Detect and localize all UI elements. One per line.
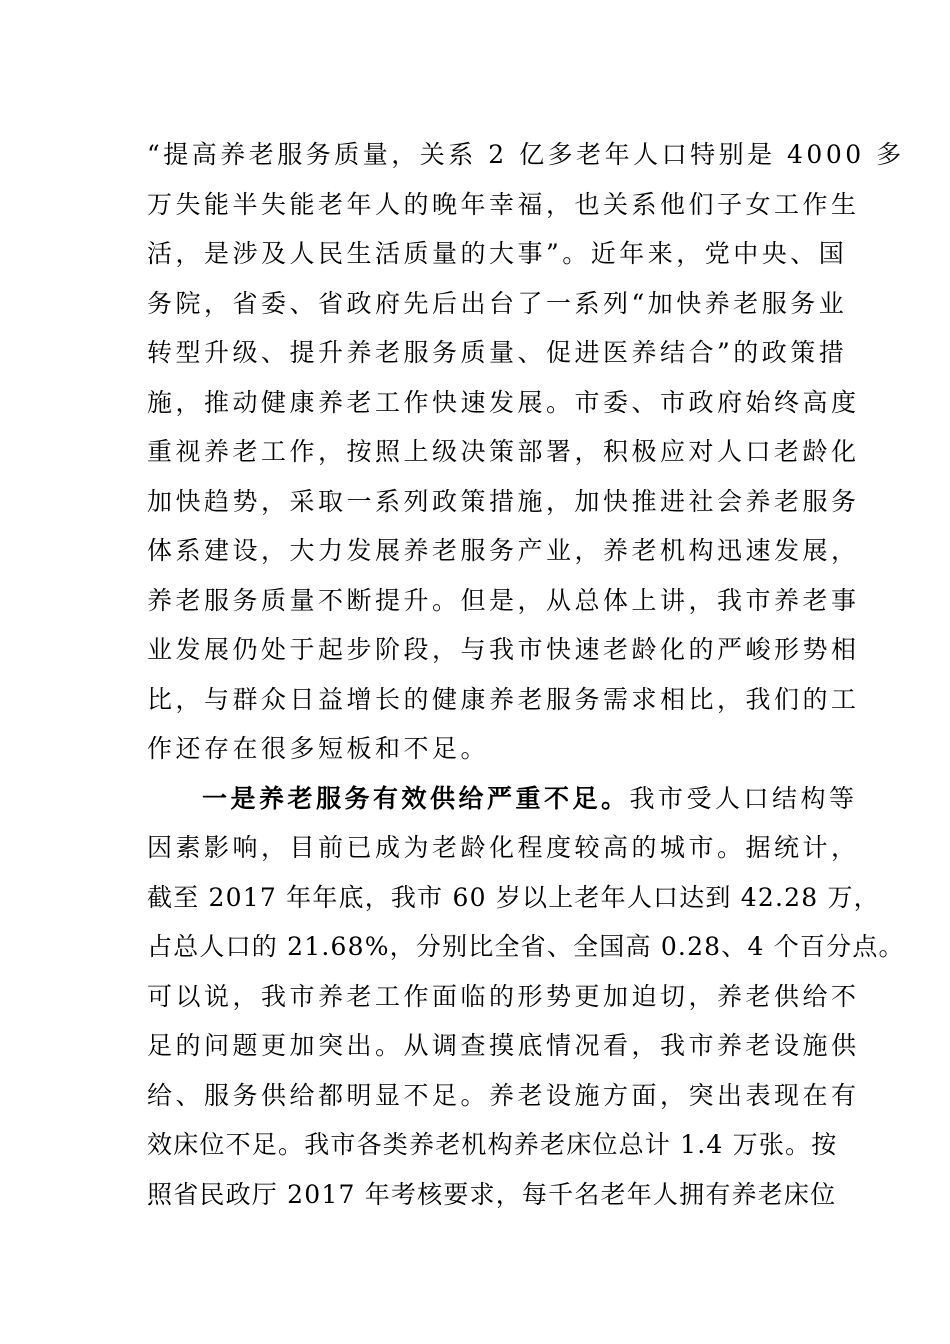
paragraph-1-line-12: 比，与群众日益增长的健康养老服务需求相比，我们的工: [147, 684, 860, 714]
paragraph-2-first-line-rest: 我市受人口结构等: [629, 783, 858, 813]
paragraph-1-line-5: 转型升级、提升养老服务质量、促进医养结合”的政策措: [147, 338, 848, 367]
paragraph-2-line-6: 足的问题更加突出。从调查摸底情况看，我市养老设施供: [147, 1031, 860, 1060]
paragraph-2-line-9: 照省民政厅 2017 年考核要求，每千名老年人拥有养老床位: [147, 1179, 837, 1209]
paragraph-1-line-11: 业发展仍处于起步阶段，与我市快速老龄化的严峻形势相: [147, 635, 860, 664]
paragraph-1-line-8: 加快趋势，采取一系列政策措施，加快推进社会养老服务: [147, 486, 860, 516]
paragraph-2-line-3: 截至 2017 年年底，我市 60 岁以上老年人口达到 42.28 万，: [147, 882, 880, 912]
paragraph-1-line-3: 活，是涉及人民生活质量的大事”。近年来，党中央、国: [147, 239, 848, 268]
paragraph-2-line-1: [147, 774, 858, 824]
paragraph-1-line-2: 万失能半失能老年人的晚年幸福，也关系他们子女工作生: [147, 189, 860, 219]
paragraph-2-line-7: 给、服务供给都明显不足。养老设施方面，突出表现在有: [147, 1080, 860, 1110]
paragraph-1-line-13: 作还存在很多短板和不足。: [147, 734, 490, 763]
paragraph-1-line-7: 重视养老工作，按照上级决策部署，积极应对人口老龄化: [147, 437, 860, 466]
paragraph-1-line-10: 养老服务质量不断提升。但是，从总体上讲，我市养老事: [147, 585, 860, 615]
document-body: [147, 130, 905, 1219]
paragraph-1-line-1: “提高养老服务质量，关系 2 亿多老年人口特别是 4000 多: [147, 140, 905, 169]
paragraph-1-line-4: 务院，省委、省政府先后出台了一系列“加快养老服务业: [147, 288, 848, 318]
paragraph-2-line-8: 效床位不足。我市各类养老机构养老床位总计 1.4 万张。按: [147, 1130, 838, 1159]
paragraph-1-line-9: 体系建设，大力发展养老服务产业，养老机构迅速发展，: [147, 536, 860, 565]
paragraph-1-line-6: 施，推动健康养老工作快速发展。市委、市政府始终高度: [147, 387, 860, 417]
paragraph-2-heading: 一是养老服务有效供给严重不足。: [202, 783, 630, 813]
paragraph-2-line-5: 可以说，我市养老工作面临的形势更加迫切，养老供给不: [147, 981, 860, 1011]
paragraph-2-line-4: 占总人口的 21.68%，分别比全省、全国高 0.28、4 个百分点。: [147, 932, 905, 961]
paragraph-2-line-2: 因素影响，目前已成为老龄化程度较高的城市。据统计，: [147, 833, 860, 862]
